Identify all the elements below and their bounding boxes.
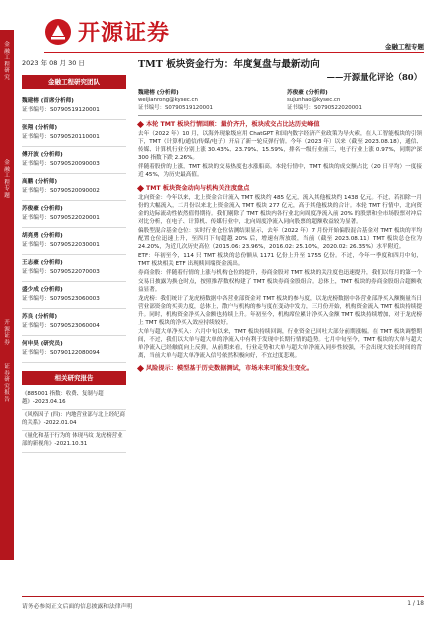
diamond-bullet-icon (137, 185, 144, 192)
author-entry (138, 89, 213, 112)
author-name: 苏俊豪 (分析师) (287, 90, 328, 96)
analyst-entry (22, 120, 126, 147)
section-heading (138, 184, 422, 193)
main-content (138, 58, 422, 373)
analyst-license: 证书编号：S0790520090003 (22, 161, 100, 167)
paragraph: 北向资金：今年以来，北上资金合计流入 TMT 板块约 485 亿元，流入其他板块约 1438 亿元。不过，若扣除一月份的大幅流入，二月份以来北上资金流入 TMT 板块 277 亿元，高于其他板块的合计。本轮 TMT 行情中，北向资金的边际流动性依然值得期待。我们剔除了 TMT 板块内各行业北向周度净流入前 20% 的股票和全市场股票对冲后对比分析，在电子、计算机、传媒行业中，北向周度净流入同向股票的超额收益较为显著。 (138, 194, 422, 225)
author-block (138, 89, 422, 112)
diamond-bullet-icon (137, 121, 144, 128)
analyst-license: 证书编号：S0790122080094 (22, 350, 100, 356)
analyst-license: 证书编号：S0790523060004 (22, 323, 100, 329)
analyst-name: 高鹏 (分析师) (22, 179, 58, 185)
related-report-link[interactable]: 《量化和基于行为的 体现马纹 龙虎榜营业部的新视角》-2021.10.31 (22, 431, 126, 452)
paragraph: 龙虎榜：我们统计了龙虎榜数据中各营业部资金对 TMT 板块的参与度，以龙虎榜数据中各营业部净买入额衡量当日营业部资金的买卖力度，总体上，散户与机构的参与度在变动中发力，三月份开始，机构资金流入 TMT 板块持续提升。同时，机构资金净买入金额也持续上升。年初至今，机构席位累计净买入金额 TMT 板块持续增加，对于龙虎榜上 TMT 板块的净买入效应持续较好。 (138, 295, 422, 326)
brand-logo-icon (44, 18, 72, 46)
team-title: 金融工程研究团队 (22, 75, 126, 89)
brand-name: 开源证券 (78, 21, 171, 46)
analyst-name: 胡亮勇 (分析师) (22, 233, 63, 239)
author-name: 魏建榕 (分析师) (138, 90, 179, 96)
analyst-license: 证书编号：S0790522020001 (22, 215, 100, 221)
analyst-name: 苏俊豪 (分析师) (22, 206, 63, 212)
analyst-entry (22, 147, 126, 174)
analyst-entry (22, 282, 126, 309)
analyst-entry (22, 255, 126, 282)
section-heading (138, 120, 422, 129)
section-heading-text: 本轮 TMT 板块行情回顾：量价齐升，板块成交占比达历史峰值 (146, 121, 320, 128)
report-subtitle: ——开源量化评论（80） (326, 72, 422, 82)
analyst-name: 何申昊 (研究员) (22, 341, 63, 347)
side-label-research: 金融工程研究 (4, 42, 10, 81)
analyst-license: 证书编号：S0790523060003 (22, 296, 100, 302)
paragraph: 去年（2022 年）10 月，以海外现象级应用 ChatGPT 和国内数字经济产业政策为导火索，在人工智能板块的引领下，TMT（计算机/通信/传媒/电子）开启了新一轮反弹行情。今年（2023 年）以来（截至 2023.08.18），通信、传媒、计算机行业分别上涨 30.43%、23.79%、15.59%，排名一级行业前三，电子行业上涨 0.97%，同期沪深 300 指数下跌 2.26%。 (138, 131, 422, 162)
analyst-license: 证书编号：S0790520090002 (22, 188, 100, 194)
analyst-entry (22, 228, 126, 255)
author-license: 证书编号：S0790519120001 (138, 104, 213, 111)
paragraph: 伴随着股价的上涨，TMT 板块的交易热度也水涨船高。本轮行情中，TMT 板块的成交额占比（20 日平均）一度接近 45%，为历史最高值。 (138, 164, 422, 179)
paragraph: 大单与超大单净买入：六月中旬以来，TMT 板块持续回调，行业资金已回吐大部分前期涨幅。在 TMT 板块调整期间，不过，我们以大单与超大单的净流入中有利于发现中长期行情的趋势。七月中旬至今，TMT 板块的大单与超大单净流入已经触底向上反弹，从前期来看，行业走势和大单与超大单净流入同步性较强，不会出现大较长时间的背离，当前大单与超大单净流入信号依然积极向好，不宜过度悲观。 (138, 329, 422, 360)
author-email[interactable]: weijianrong@kysec.cn (138, 97, 198, 103)
analyst-entry (22, 174, 126, 201)
paragraph: 券商金股：伴随着行情的上涨与机构仓位的提升，券商金股对 TMT 板块的关注度也迅速提升，我们以每月的第一个交易日披露为换仓时点，按照推荐数权构建了 TMT 板块券商金股组合。总体上，TMT 板块的券商金股组合超额收益显著。 (138, 270, 422, 293)
diamond-bullet-icon (137, 365, 144, 372)
analyst-license: 证书编号：S0790522030001 (22, 242, 100, 248)
footer-divider (22, 596, 424, 597)
analyst-name: 魏建榕 (首席分析师) (22, 98, 74, 104)
section-heading-text: 风险提示：模型基于历史数据测试，市场未来可能发生变化。 (146, 365, 314, 373)
related-reports-list (22, 389, 126, 453)
related-report-link[interactable]: 《885001 指数：收费、复制与超越》-2023.04.16 (22, 389, 126, 410)
analyst-name: 傅开波 (分析师) (22, 152, 63, 158)
analyst-license: 证书编号：S0790519120001 (22, 107, 100, 113)
analyst-entry (22, 336, 126, 363)
brand-logo (44, 16, 170, 47)
related-report-link[interactable]: 《风格因子 (四)：内地营业部与北上经纪商的关系》-2022.01.04 (22, 410, 126, 431)
analyst-license: 证书编号：S0790520110001 (22, 134, 100, 140)
side-label-brand: 开源证券 (4, 320, 10, 346)
analyst-license: 证书编号：S0790522070003 (22, 269, 100, 275)
author-entry (287, 89, 362, 112)
report-title: TMT 板块资金行为：年度复盘与最新动向 (138, 59, 320, 70)
related-reports-title: 相关研究报告 (22, 371, 126, 385)
analyst-entry (22, 201, 126, 228)
footer-disclaimer: 请务必参阅正文后面的信息披露和法律声明 (22, 604, 133, 610)
left-side-bar (0, 30, 14, 560)
report-type-label: 金融工程专题 (385, 43, 424, 51)
analyst-name: 张翔 (分析师) (22, 125, 58, 131)
page-number: 1 / 18 (407, 601, 424, 607)
section-heading-text: TMT 板块资金动向与机构关注度盘点 (146, 184, 250, 192)
report-date: 2023 年 08 月 30 日 (22, 59, 85, 67)
paragraph: ETF：年初至今，114 只 TMT 板块的总份额从 1171 亿份上升至 1755 亿份。不过，今年一季度和四月中旬，TMT 板块相关 ETF 出现赎回端资金流出。 (138, 253, 422, 268)
side-label-securities-report: 证券研究报告 (4, 364, 10, 403)
analyst-name: 王志豪 (分析师) (22, 260, 63, 266)
sidebar (22, 58, 126, 453)
analyst-name: 盛少成 (分析师) (22, 287, 63, 293)
side-label-report-type: 金融工程专题 (4, 160, 10, 199)
analyst-name: 苏良 (分析师) (22, 314, 58, 320)
author-divider (138, 115, 422, 116)
author-email[interactable]: sujunhao@kysec.cn (287, 97, 341, 103)
author-license: 证书编号：S0790522020001 (287, 104, 362, 111)
analyst-entry (22, 93, 126, 120)
paragraph: 偏股型混合基金仓位：实时行业仓位估测结果显示，去年（2022 年）7 月份开始偏股混合基金对 TMT 板块的平均配置仓位迅速上升，至四月下旬超越 20% 后，增速有所放缓，当前（截至 2023.08.11）TMT 板块总仓位为 24.20%，为近几次历史高位（2015.06: 23.96%，2016.02: 25.10%，2020.02: 26.35%）水平附近。 (138, 227, 422, 251)
analyst-entry (22, 309, 126, 336)
header-divider (44, 52, 424, 53)
section-heading (138, 364, 422, 373)
